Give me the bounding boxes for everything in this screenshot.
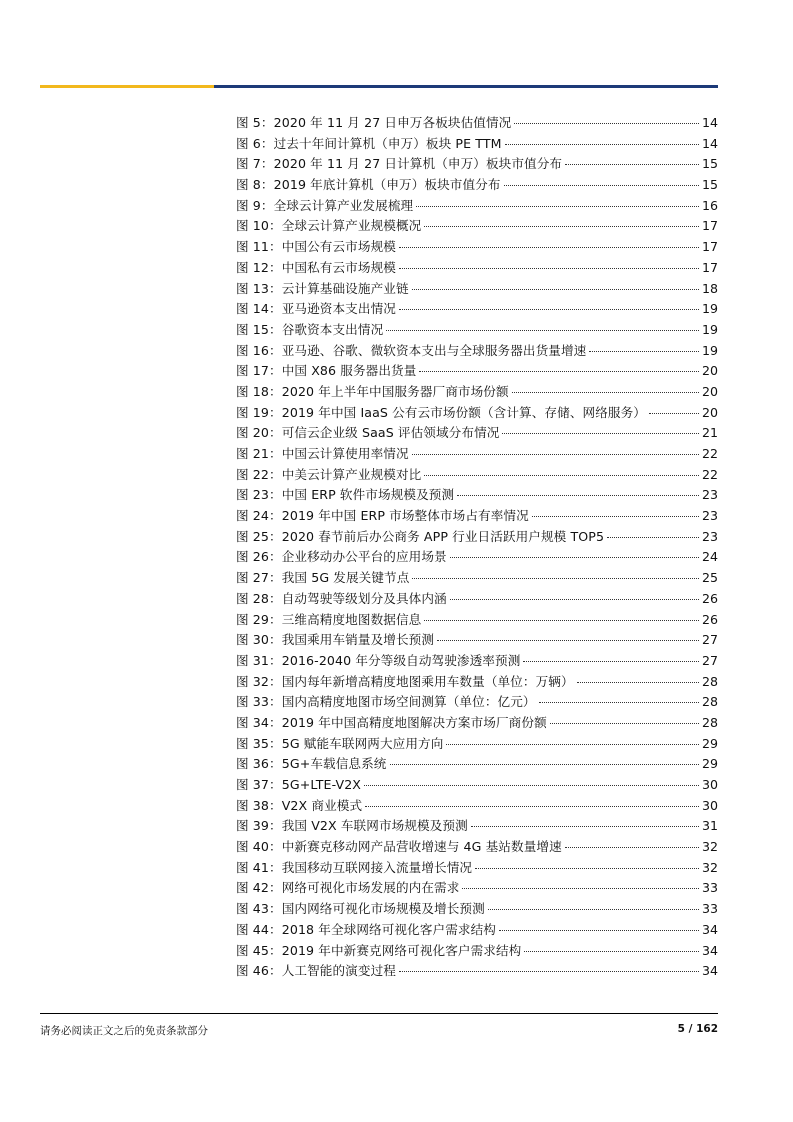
toc-entry-leader — [488, 909, 699, 910]
toc-entry[interactable] — [236, 899, 718, 920]
toc-entry-label: 图 31： — [236, 652, 282, 668]
toc-entry[interactable] — [236, 651, 718, 672]
toc-entry-title: 亚马逊、谷歌、微软资本支出与全球服务器出货量增速 — [281, 342, 587, 358]
toc-entry-title: 2016-2040 年分等级自动驾驶渗透率预测 — [281, 652, 521, 668]
toc-entry-label: 图 29： — [236, 611, 282, 627]
toc-entry-label: 图 34： — [236, 714, 282, 730]
toc-entry[interactable] — [236, 610, 718, 631]
toc-entry-title: 我国乘用车销量及增长预测 — [281, 632, 435, 648]
toc-entry-leader — [424, 226, 699, 227]
toc-entry[interactable] — [236, 237, 718, 258]
toc-entry-label: 图 43： — [236, 901, 282, 917]
toc-entry[interactable] — [236, 196, 718, 217]
toc-entry-page: 28 — [701, 714, 718, 730]
toc-entry[interactable] — [236, 341, 718, 362]
toc-entry-page: 17 — [701, 218, 718, 234]
toc-entry-label: 图 15： — [236, 321, 282, 337]
toc-entry-label: 图 19： — [236, 404, 282, 420]
toc-entry-leader — [437, 640, 699, 641]
toc-entry-leader — [450, 557, 699, 558]
toc-entry-page: 29 — [701, 756, 718, 772]
toc-entry-page: 34 — [701, 963, 718, 979]
toc-entry[interactable] — [236, 672, 718, 693]
toc-entry-title: 云计算基础设施产业链 — [281, 280, 409, 296]
toc-entry-page: 26 — [701, 590, 718, 606]
toc-entry[interactable] — [236, 858, 718, 879]
toc-entry-page: 28 — [701, 673, 718, 689]
toc-entry-leader — [462, 888, 699, 889]
toc-entry-label: 图 36： — [236, 756, 282, 772]
toc-entry-page: 23 — [701, 487, 718, 503]
toc-entry-page: 22 — [701, 466, 718, 482]
toc-entry-leader — [523, 661, 699, 662]
toc-entry[interactable] — [236, 485, 718, 506]
toc-entry-page: 22 — [701, 446, 718, 461]
toc-entry-leader — [565, 847, 699, 848]
toc-entry-title: 国内网络可视化市场规模及增长预测 — [281, 901, 485, 917]
toc-entry-title: 2020 年上半年中国服务器厂商市场份额 — [281, 383, 509, 399]
toc-entry-label: 图 25： — [236, 528, 282, 544]
toc-entry-title: 自动驾驶等级划分及具体内涵 — [281, 590, 447, 606]
toc-entry-title: 中国云计算使用率情况 — [281, 446, 409, 461]
toc-entry[interactable] — [236, 961, 718, 982]
toc-entry-label: 图 23： — [236, 487, 282, 503]
toc-entry-page: 34 — [701, 921, 718, 937]
toc-entry-leader — [607, 537, 699, 538]
toc-entry-label: 图 30： — [236, 632, 282, 648]
toc-entry[interactable] — [236, 320, 718, 341]
toc-entry[interactable] — [236, 816, 718, 837]
toc-entry-label: 图 17： — [236, 363, 282, 379]
toc-entry-label: 图 12： — [236, 259, 282, 275]
toc-entry-title: 企业移动办公平台的应用场景 — [281, 549, 447, 565]
toc-entry-page: 19 — [701, 301, 718, 317]
toc-entry-label: 图 7： — [236, 156, 274, 172]
toc-entry-leader — [399, 309, 699, 310]
toc-entry-title: 亚马逊资本支出情况 — [281, 301, 396, 317]
toc-entry-label: 图 38： — [236, 797, 282, 813]
toc-entry[interactable] — [236, 216, 718, 237]
toc-entry-title: 5G+车载信息系统 — [281, 756, 387, 772]
toc-entry-page: 26 — [701, 611, 718, 627]
toc-entry-page: 27 — [701, 632, 718, 648]
toc-entry-label: 图 26： — [236, 549, 282, 565]
toc-entry-page: 30 — [701, 797, 718, 813]
toc-entry[interactable] — [236, 754, 718, 775]
toc-entry-label: 图 39： — [236, 818, 282, 834]
toc-entry-label: 图 24： — [236, 508, 282, 524]
toc-entry-leader — [539, 702, 699, 703]
toc-entry-page: 24 — [701, 549, 718, 565]
toc-entry-leader — [365, 806, 699, 807]
toc-entry-label: 图 32： — [236, 673, 282, 689]
toc-entry-leader — [524, 951, 699, 952]
toc-entry-label: 图 21： — [236, 446, 282, 461]
toc-entry-title: 可信云企业级 SaaS 评估领域分布情况 — [281, 425, 500, 441]
toc-entry-leader — [399, 247, 699, 248]
toc-entry-title: 2020 年 11 月 27 日计算机（申万）板块市值分布 — [273, 156, 563, 172]
toc-entry[interactable] — [236, 692, 718, 713]
toc-entry-page: 18 — [701, 280, 718, 296]
toc-entry-leader — [399, 268, 699, 269]
toc-entry-title: 中国 ERP 软件市场规模及预测 — [281, 487, 455, 503]
toc-entry-label: 图 14： — [236, 301, 282, 317]
toc-entry-page: 28 — [701, 694, 718, 710]
toc-entry-page: 20 — [701, 404, 718, 420]
toc-entry-leader — [419, 371, 699, 372]
toc-entry-leader — [512, 392, 699, 393]
toc-entry-title: 5G+LTE-V2X — [281, 777, 362, 792]
toc-entry[interactable] — [236, 154, 718, 175]
toc-entry-leader — [424, 620, 699, 621]
toc-entry[interactable] — [236, 279, 718, 300]
toc-entry[interactable] — [236, 775, 718, 796]
toc-entry-page: 30 — [701, 777, 718, 792]
toc-entry-leader — [446, 744, 699, 745]
toc-entry-title: 中美云计算产业规模对比 — [281, 466, 422, 482]
toc-entry-title: 网络可视化市场发展的内在需求 — [281, 880, 460, 896]
toc-entry-title: 人工智能的演变过程 — [281, 963, 396, 979]
toc-entry-leader — [412, 289, 699, 290]
toc-entry[interactable] — [236, 796, 718, 817]
toc-entry-page: 23 — [701, 508, 718, 524]
toc-entry-label: 图 9： — [236, 197, 274, 213]
toc-entry-leader — [577, 682, 699, 683]
toc-entry-leader — [502, 433, 699, 434]
toc-entry[interactable] — [236, 920, 718, 941]
toc-entry-leader — [532, 516, 699, 517]
toc-entry-label: 图 8： — [236, 177, 274, 193]
figure-list — [236, 113, 718, 982]
toc-entry-page: 17 — [701, 239, 718, 255]
toc-entry-page: 31 — [701, 818, 718, 834]
toc-entry-title: 我国 V2X 车联网市场规模及预测 — [281, 818, 468, 834]
toc-entry-title: 2019 年底计算机（申万）板块市值分布 — [273, 177, 501, 193]
toc-entry-page: 32 — [701, 859, 718, 875]
toc-entry-leader — [475, 868, 699, 869]
toc-entry[interactable] — [236, 941, 718, 962]
toc-entry-page: 15 — [701, 177, 718, 193]
toc-entry-label: 图 37： — [236, 777, 282, 792]
toc-entry-label: 图 45： — [236, 942, 282, 958]
toc-entry-title: 2020 年 11 月 27 日申万各板块估值情况 — [273, 115, 512, 130]
toc-entry-leader — [412, 454, 699, 455]
toc-entry-page: 20 — [701, 363, 718, 379]
toc-entry[interactable] — [236, 547, 718, 568]
toc-entry-title: V2X 商业模式 — [281, 797, 363, 813]
toc-entry[interactable] — [236, 382, 718, 403]
toc-entry-leader — [550, 723, 699, 724]
toc-entry-title: 全球云计算产业发展梳理 — [273, 197, 414, 213]
toc-entry-label: 图 40： — [236, 839, 282, 855]
toc-entry-title: 谷歌资本支出情况 — [281, 321, 384, 337]
toc-entry-label: 图 33： — [236, 694, 282, 710]
toc-entry-leader — [386, 330, 699, 331]
toc-entry-page: 15 — [701, 156, 718, 172]
toc-entry-label: 图 16： — [236, 342, 282, 358]
toc-entry-page: 23 — [701, 528, 718, 544]
toc-entry-leader — [412, 578, 699, 579]
toc-entry-page: 19 — [701, 321, 718, 337]
toc-entry-label: 图 35： — [236, 735, 282, 751]
toc-entry[interactable] — [236, 444, 718, 465]
footer-disclaimer: 请务必阅读正文之后的免责条款部分 — [40, 1025, 208, 1037]
toc-entry-title: 过去十年间计算机（申万）板块 PE TTM — [273, 135, 502, 151]
toc-entry-leader — [514, 123, 699, 124]
toc-entry[interactable] — [236, 403, 718, 424]
toc-entry-title: 5G 赋能车联网两大应用方向 — [281, 735, 444, 751]
toc-entry-page: 21 — [701, 425, 718, 441]
toc-entry[interactable] — [236, 423, 718, 444]
toc-entry-label: 图 22： — [236, 466, 282, 482]
toc-entry-page: 27 — [701, 652, 718, 668]
toc-entry-page: 14 — [701, 135, 718, 151]
toc-entry-label: 图 18： — [236, 383, 282, 399]
toc-entry-page: 25 — [701, 570, 718, 586]
toc-entry[interactable] — [236, 175, 718, 196]
toc-entry-leader — [649, 413, 699, 414]
toc-entry-label: 图 46： — [236, 963, 282, 979]
toc-entry[interactable] — [236, 837, 718, 858]
toc-entry-page: 19 — [701, 342, 718, 358]
toc-entry-label: 图 13： — [236, 280, 282, 296]
toc-entry[interactable] — [236, 134, 718, 155]
toc-entry-title: 中国公有云市场规模 — [281, 239, 396, 255]
toc-entry-leader — [471, 826, 699, 827]
toc-entry-page: 17 — [701, 259, 718, 275]
toc-entry-leader — [450, 599, 699, 600]
toc-entry-label: 图 20： — [236, 425, 282, 441]
toc-entry-leader — [589, 351, 699, 352]
toc-entry[interactable] — [236, 506, 718, 527]
toc-entry-title: 国内每年新增高精度地图乘用车数量（单位：万辆） — [281, 673, 574, 689]
toc-entry[interactable] — [236, 734, 718, 755]
toc-entry[interactable] — [236, 258, 718, 279]
toc-entry-title: 中新赛克移动网产品营收增速与 4G 基站数量增速 — [281, 839, 562, 855]
toc-entry-label: 图 5： — [236, 115, 274, 130]
toc-entry[interactable] — [236, 589, 718, 610]
toc-entry-label: 图 6： — [236, 135, 274, 151]
toc-entry-page: 33 — [701, 880, 718, 896]
toc-entry-page: 32 — [701, 839, 718, 855]
toc-entry-leader — [364, 785, 699, 786]
toc-entry[interactable] — [236, 527, 718, 548]
toc-entry-leader — [390, 764, 699, 765]
toc-entry-title: 2019 年中新赛克网络可视化客户需求结构 — [281, 942, 522, 958]
toc-entry-leader — [416, 206, 699, 207]
toc-entry-title: 我国 5G 发展关键节点 — [281, 570, 410, 586]
toc-entry-label: 图 44： — [236, 921, 282, 937]
toc-entry-page: 34 — [701, 942, 718, 958]
toc-entry-title: 2019 年中国 ERP 市场整体市场占有率情况 — [281, 508, 529, 524]
toc-entry[interactable] — [236, 465, 718, 486]
toc-entry-title: 中国私有云市场规模 — [281, 259, 396, 275]
toc-entry-title: 我国移动互联网接入流量增长情况 — [281, 859, 473, 875]
toc-entry-label: 图 28： — [236, 590, 282, 606]
toc-entry-leader — [399, 971, 699, 972]
page-number: 5 / 162 — [677, 1023, 718, 1035]
footer-rule — [40, 1013, 718, 1014]
toc-entry-label: 图 27： — [236, 570, 282, 586]
toc-entry-title: 三维高精度地图数据信息 — [281, 611, 422, 627]
toc-entry-page: 14 — [701, 115, 718, 130]
toc-entry-title: 2018 年全球网络可视化客户需求结构 — [281, 921, 496, 937]
toc-entry[interactable] — [236, 299, 718, 320]
toc-entry[interactable] — [236, 878, 718, 899]
toc-entry[interactable] — [236, 568, 718, 589]
toc-entry-title: 全球云计算产业规模概况 — [281, 218, 422, 234]
toc-entry-leader — [424, 475, 699, 476]
toc-entry-leader — [504, 185, 699, 186]
toc-entry-label: 图 11： — [236, 239, 282, 255]
toc-entry-page: 29 — [701, 735, 718, 751]
toc-entry-title: 国内高精度地图市场空间测算（单位：亿元） — [281, 694, 536, 710]
toc-entry-title: 中国 X86 服务器出货量 — [281, 363, 417, 379]
toc-entry-page: 33 — [701, 901, 718, 917]
toc-entry[interactable] — [236, 630, 718, 651]
toc-entry-title: 2019 年中国 IaaS 公有云市场份额（含计算、存储、网络服务） — [281, 404, 646, 420]
toc-entry-title: 2020 春节前后办公商务 APP 行业日活跃用户规模 TOP5 — [281, 528, 605, 544]
toc-entry[interactable] — [236, 361, 718, 382]
toc-entry[interactable] — [236, 113, 718, 134]
toc-entry-leader — [457, 495, 699, 496]
header-rule-gold — [40, 85, 214, 88]
toc-entry-title: 2019 年中国高精度地图解决方案市场厂商份额 — [281, 714, 547, 730]
header-rule-blue — [214, 85, 718, 88]
toc-entry[interactable] — [236, 713, 718, 734]
toc-entry-page: 20 — [701, 383, 718, 399]
toc-entry-leader — [565, 164, 699, 165]
toc-entry-label: 图 41： — [236, 859, 282, 875]
toc-entry-page: 16 — [701, 197, 718, 213]
toc-entry-label: 图 10： — [236, 218, 282, 234]
toc-entry-label: 图 42： — [236, 880, 282, 896]
toc-entry-leader — [505, 144, 699, 145]
toc-entry-leader — [499, 930, 699, 931]
